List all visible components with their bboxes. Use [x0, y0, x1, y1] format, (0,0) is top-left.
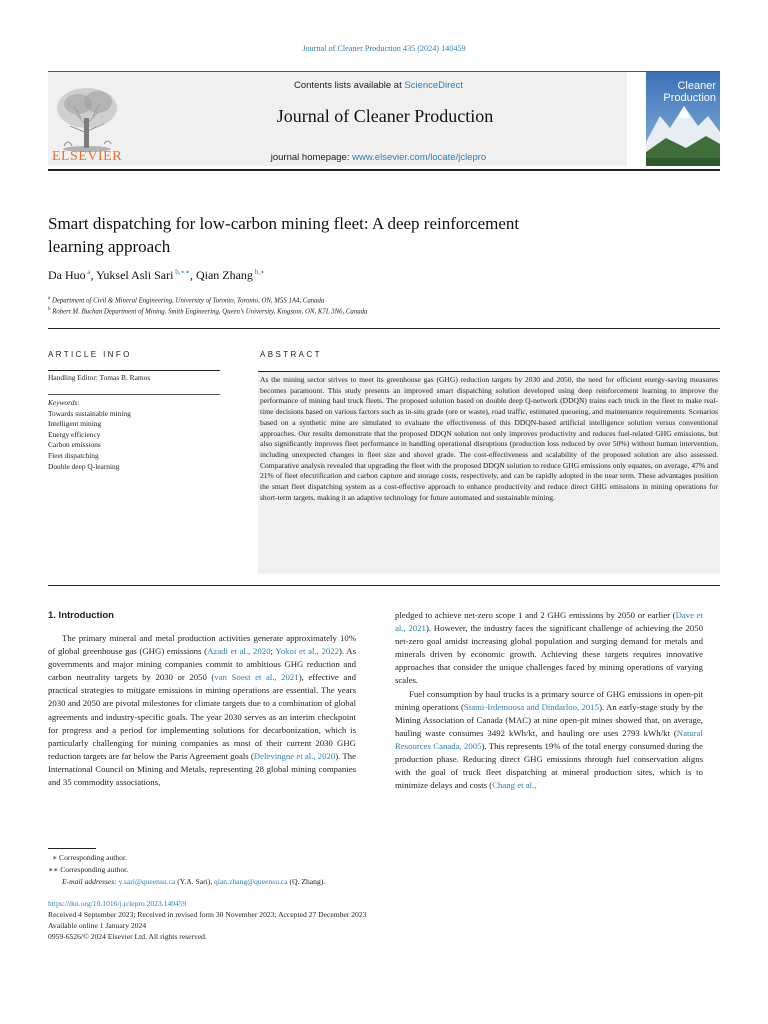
journal-cover-image[interactable]: [646, 72, 720, 166]
article-title-line2: learning approach: [48, 237, 171, 256]
abstract-heading: ABSTRACT: [260, 350, 322, 359]
email-owner: (Q. Zhang).: [287, 877, 326, 886]
author-affiliation-mark[interactable]: a: [85, 268, 91, 276]
elsevier-wordmark: ELSEVIER: [51, 149, 123, 164]
body-paragraph: [395, 688, 703, 793]
keywords-label: Keywords:: [48, 398, 80, 407]
body-column-left: [48, 632, 356, 789]
keyword-item: Double deep Q-learning: [48, 461, 120, 471]
author-name: Qian Zhang: [195, 268, 253, 282]
doi-link[interactable]: https://doi.org/10.1016/j.jclepro.2023.140459: [48, 899, 187, 908]
publication-info: [48, 898, 648, 942]
keyword-item: Towards sustainable mining: [48, 408, 131, 418]
citation-link[interactable]: van Soest et al., 2021: [214, 672, 299, 683]
article-info-heading: ARTICLE INFO: [48, 350, 132, 359]
affiliation-mark: b: [48, 307, 51, 312]
author-name: Da Huo: [48, 268, 86, 282]
footnotes: [48, 852, 648, 888]
handling-editor: Handling Editor: Tomas B. Ramos: [48, 373, 151, 382]
available-online: Available online 1 January 2024: [48, 921, 147, 930]
citation-link[interactable]: Azadi et al., 2020: [207, 646, 271, 657]
body-text: ). The International Council on Mining and Metals, representing 28 global mining companies and 35 commodity associations,: [48, 750, 357, 788]
keyword-item: Carbon emissions: [48, 440, 101, 450]
cover-title-line1: Cleaner: [677, 80, 716, 92]
copyright: 0959-6526/© 2024 Elsevier Ltd. All rights reserved.: [48, 932, 207, 941]
divider: [48, 328, 720, 329]
author-affiliation-mark[interactable]: b,∗: [252, 268, 265, 276]
citation-link[interactable]: Chang et al.,: [492, 780, 537, 791]
article-title-line1: Smart dispatching for low-carbon mining fleet: A deep reinforcement: [48, 214, 520, 233]
divider: [48, 585, 720, 586]
body-text: ). However, the industry faces the significant challenge of achieving the 2050 net-zero goal amidst increasing global population and surging demand for metals and minerals driven by economic growth. Achieving these targets requires innovative approaches that consider the unique challenges faced by mining operations of varying scales.: [395, 623, 703, 686]
divider: [48, 394, 220, 395]
email-owner: (Y.A. Sari),: [175, 877, 215, 886]
body-text: ;: [270, 646, 276, 657]
affiliation-mark: a: [48, 296, 51, 301]
body-paragraph: [48, 632, 356, 789]
citation-link[interactable]: Siami-Irdemoosa and Dindarloo, 2015: [463, 701, 600, 712]
keyword-item: Intelligent mining: [48, 419, 102, 429]
elsevier-logo: [48, 78, 126, 164]
body-text: ), effective and practical strategies to mitigate emissions in mining operations are essential. The years 2030 and 2050 are pivotal milestones for climate targets due to a combination of global agreements and industry-specific goals. The year 2030 serves as an interim checkpoint for progress and a period for implementing solutions for decarbonization, which is particularly challenging for mining companies as most of their current 2030 GHG reduction targets are far below the Paris Agreement goals (: [48, 672, 356, 761]
body-text: The primary mineral and metal production activities generate approximately 10% of global greenhouse gas (GHG) emissions (: [48, 633, 356, 657]
homepage-prefix: journal homepage:: [270, 152, 350, 163]
journal-homepage-line: [130, 152, 627, 163]
citation-link[interactable]: Yokoi et al., 2022: [275, 646, 339, 657]
body-text: ). An early-stage study by the Mining Association of Canada (MAC) at nine open-pit mines showed that, on average, hauling waste consumes 3492 kWh/kt, and hauling ore uses 2793 kWh/kt (: [395, 701, 703, 738]
author-name: Yuksel Asli Sari: [96, 268, 174, 282]
keyword-item: Energy efficiency: [48, 429, 101, 439]
author-affiliation-mark[interactable]: b,∗∗: [173, 268, 190, 276]
article-title: [48, 212, 648, 258]
corresponding-author-2: ∗∗ Corresponding author.: [48, 865, 129, 874]
body-column-right: [395, 609, 703, 792]
citation-link[interactable]: Natural Resources Canada, 2005: [395, 727, 703, 751]
footnote-rule: [48, 848, 96, 849]
journal-homepage-link[interactable]: www.elsevier.com/locate/jclepro: [352, 152, 487, 163]
journal-citation[interactable]: Journal of Cleaner Production 435 (2024) 140459: [302, 44, 466, 53]
author-list: Da Huo $^a$, Yuksel Asli Sari $^{b,∗∗}$, Qian Zhang $^{b,∗}$: [48, 268, 265, 282]
contents-prefix: Contents lists available at: [294, 80, 402, 91]
body-text: ). As governments and major mining companies commit to ambitious GHG reduction and carbon neutrality targets by 2030 or 2050 (: [48, 646, 356, 683]
section-heading-introduction: 1. Introduction: [48, 610, 114, 621]
affiliation-text: Department of Civil & Mineral Engineering, University of Toronto, Toronto, ON, M5S 1A4, Canada: [51, 297, 325, 305]
email-link[interactable]: y.sari@queensu.ca: [118, 877, 176, 886]
email-label: E-mail addresses:: [62, 877, 117, 886]
sciencedirect-link[interactable]: ScienceDirect: [404, 80, 463, 91]
divider: [48, 370, 220, 371]
cover-title-line2: Production: [663, 92, 716, 104]
body-text: Fuel consumption by haul trucks is a primary source of GHG emissions in open-pit mining operations (: [395, 688, 703, 712]
body-paragraph: [395, 609, 703, 688]
received-dates: Received 4 September 2023; Received in revised form 30 November 2023; Accepted 27 December 2023: [48, 910, 367, 919]
abstract-text: As the mining sector strives to meet its greenhouse gas (GHG) reduction targets by 2030 and 2050, the need for efficient energy-saving measures becomes paramount. This study presents an improved smart dispatching solution developed using deep reinforcement learning to improve the performance of mining haul truck fleets. The proposed solution based on double deep Q-network (DDQN) trains each truck in the fleet to make real-time decisions based on various factors such as in-situ grade (ore or waste), road traffic, estimated queueing, and maintenance requirements. Scenarios based on a synthetic mine are simulated to evaluate the effectiveness of this DDQN-based artificial intelligence solution versus conventional approaches. Our results demonstrate that the proposed DDQN solution not only improves productivity and reduces fuel-related GHG emissions, but also significantly improves fleet performance in handling operational disruptions (production loss reduced by over 50%) without human intervention, including unexpected changes in fleet size and shovel grade. The cost-effectiveness and scalability of the proposed solution are also assessed. Comparative analysis revealed that upgrading the fleet with the proposed DDQN solution to reduce GHG emissions only equates, on average, 47% and 21% of fleet electrification and carbon capture and storage costs, respectively, and can be rapidly adopted in the near term. These advantages position the smart fleet dispatching system as a cost-effective approach to enhance productivity and reduce direct GHG emissions in mining operations for short-term targets, making it an adaptive technology for future automated and sustainable mining.: [260, 375, 718, 502]
citation-link[interactable]: Delevingne et al., 2020: [253, 750, 336, 761]
email-link[interactable]: qian.zhang@queensu.ca: [214, 877, 288, 886]
keyword-item: Fleet dispatching: [48, 450, 99, 460]
contents-line: [130, 80, 627, 91]
affiliation-text: Robert M. Buchan Department of Mining, Smith Engineering, Queen’s University, Kingston, ON, K7L 3N6, Canada: [52, 308, 368, 316]
header-rule-bottom: [48, 169, 720, 171]
corresponding-author-1: ∗ Corresponding author.: [52, 853, 127, 862]
journal-title: Journal of Cleaner Production: [276, 106, 494, 126]
email-addresses: [48, 876, 648, 888]
affiliation-a: [48, 296, 324, 304]
citation-link[interactable]: Dave et al., 2021: [395, 610, 703, 634]
body-text: pledged to achieve net-zero scope 1 and 2 GHG emissions by 2050 or earlier (: [395, 610, 676, 620]
body-text: ). This represents 19% of the total energy consumed during the production phase. Reducing direct GHG emissions through fuel conservation aligns with the goal of truck fleet dispatching at mineral production sites, which is to minimize delays and costs (: [395, 740, 704, 791]
affiliation-b: [48, 307, 367, 315]
keywords-block: [48, 398, 220, 472]
